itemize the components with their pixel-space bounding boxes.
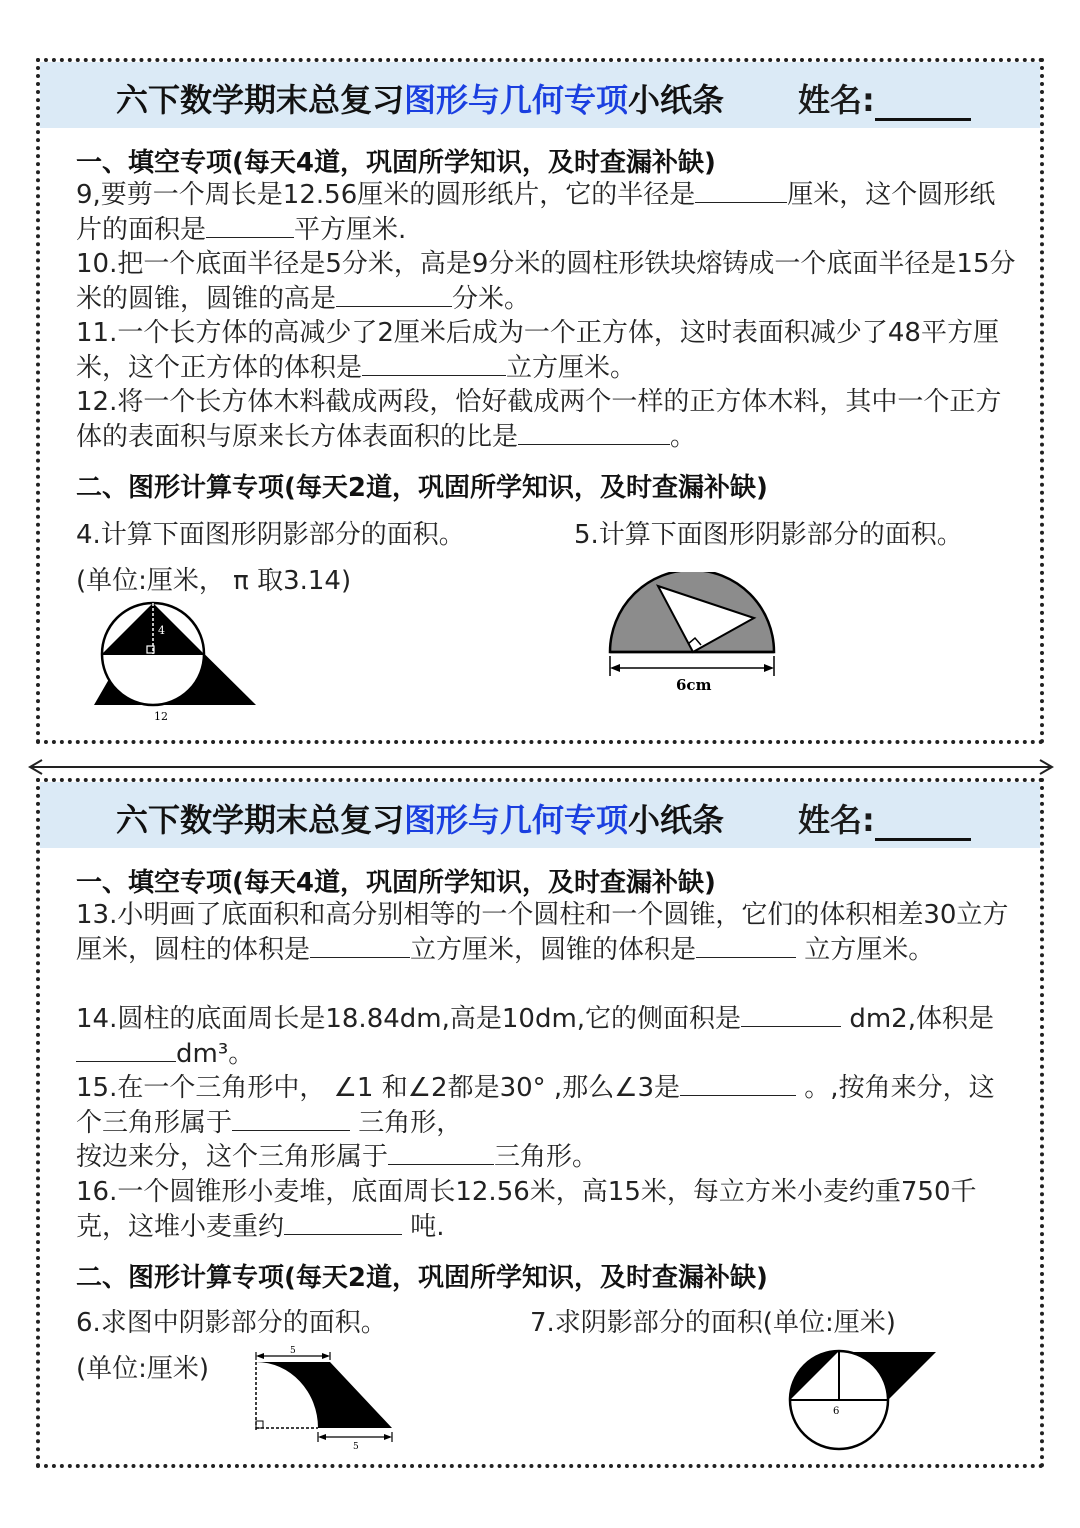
- section-heading-fill-blank: 一、填空专项(每天4道，巩固所学知识，及时查漏补缺): [76, 868, 716, 898]
- question-9: 9,要剪一个周长是12.56厘米的圆形纸片，它的半径是 厘米，这个圆形纸片的面积是 平方厘米.: [76, 180, 996, 245]
- fig7-label-6: 6: [833, 1406, 840, 1417]
- figure-7-circle-square: [784, 1344, 940, 1454]
- question-12: 12.将一个长方体木料截成两段，恰好截成两个一样的正方体木料，其中一个正方体的表面积与原来长方体表面积的比是 。: [76, 387, 1002, 452]
- figure-6-quarter-arcs: [244, 1346, 396, 1450]
- card-title: 六下数学期末总复习图形与几何专项小纸条: [116, 81, 725, 119]
- section-heading-calc: 二、图形计算专项(每天2道，巩固所学知识，及时查漏补缺): [76, 1263, 768, 1293]
- practice-card-2: [36, 778, 1044, 1468]
- section-divider: [26, 757, 1056, 777]
- problem-4-text: 4.计算下面图形阴影部分的面积。: [76, 520, 465, 550]
- fig5-label-6cm: 6cm: [676, 676, 712, 694]
- question-13: 13.小明画了底面积和高分别相等的一个圆柱和一个圆锥，它们的体积相差30立方厘米，圆柱的体积是 立方厘米，圆锥的体积是 立方厘米。: [76, 900, 1009, 965]
- problem-4-unit: (单位:厘米， π 取3.14): [76, 566, 352, 596]
- problem-6-text: 6.求图中阴影部分的面积。: [76, 1308, 387, 1338]
- question-11: 11.一个长方体的高减少了2厘米后成为一个正方体，这时表面积减少了48平方厘米，这个正方体的体积是 立方厘米。: [76, 318, 999, 383]
- figure-5-semicircle: [606, 572, 782, 700]
- fig6-label-bottom: 5: [353, 1442, 359, 1450]
- question-14: 14.圆柱的底面周长是18.84dm,高是10dm,它的侧面积是 dm2,体积是dm³。: [76, 1004, 994, 1069]
- practice-card-1: [36, 58, 1044, 744]
- card-header: [40, 782, 1040, 848]
- fig4-label-12: 12: [154, 710, 168, 722]
- section-heading-fill-blank: 一、填空专项(每天4道，巩固所学知识，及时查漏补缺): [76, 148, 716, 178]
- question-15: 15.在一个三角形中， ∠1 和∠2都是30° ,那么∠3是 。,按角来分，这个三角形属于 三角形， 按边来分，这个三角形属于 三角形。: [76, 1073, 995, 1172]
- problem-5-text: 5.计算下面图形阴影部分的面积。: [574, 520, 963, 550]
- problem-7-text: 7.求阴影部分的面积(单位:厘米): [530, 1308, 896, 1338]
- card-title: 六下数学期末总复习图形与几何专项小纸条: [116, 801, 725, 839]
- name-field: 姓名:: [798, 795, 971, 841]
- card-header: [40, 62, 1040, 128]
- fig6-label-top: 5: [290, 1346, 296, 1356]
- problem-6-unit: (单位:厘米): [76, 1354, 210, 1384]
- name-blank: [875, 808, 971, 841]
- section-heading-calc: 二、图形计算专项(每天2道，巩固所学知识，及时查漏补缺): [76, 473, 768, 503]
- question-10: 10.把一个底面半径是5分米，高是9分米的圆柱形铁块熔铸成一个底面半径是15分米的圆锥，圆锥的高是 分米。: [76, 249, 1016, 314]
- question-16: 16.一个圆锥形小麦堆，底面周长12.56米，高15米，每立方米小麦约重750千克，这堆小麦重约 吨.: [76, 1177, 977, 1242]
- figure-4-circle-triangle: [88, 598, 268, 722]
- fig4-label-4: 4: [158, 624, 165, 637]
- name-field: 姓名:: [798, 75, 971, 121]
- name-blank: [875, 88, 971, 121]
